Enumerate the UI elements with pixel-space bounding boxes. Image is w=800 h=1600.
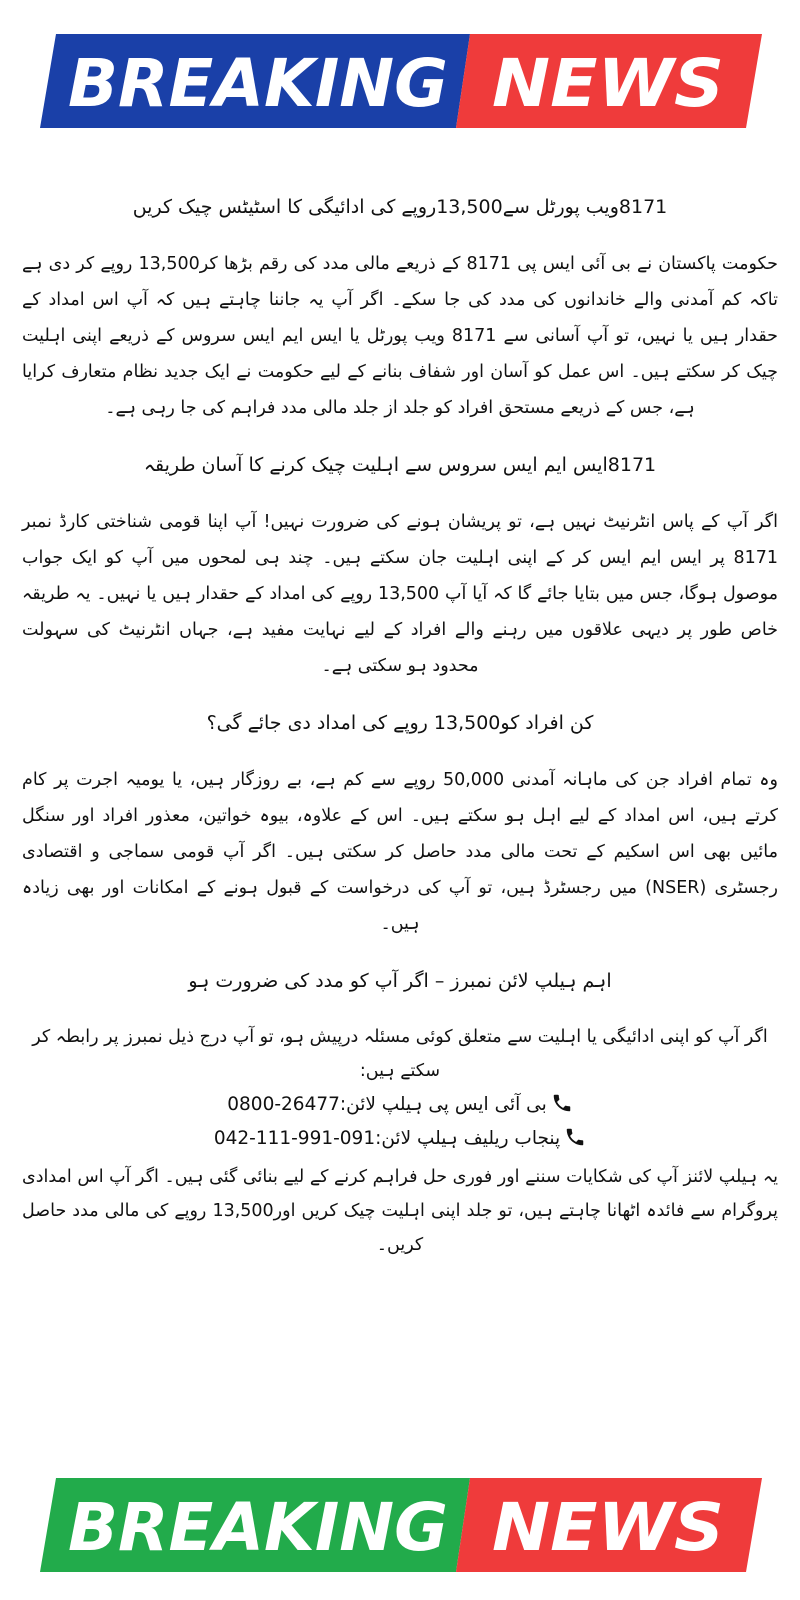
banner-word-news: NEWS bbox=[492, 1489, 724, 1566]
phone-icon bbox=[551, 1092, 573, 1114]
helpline-intro: اگر آپ کو اپنی ادائیگی یا اہلیت سے متعلق کوئی مسئلہ درپیش ہو، تو آپ درج ذیل نمبرز پر رابطہ کر سکتے ہیں: bbox=[32, 1027, 768, 1081]
closing-paragraph: یہ ہیلپ لائنز آپ کی شکایات سننے اور فوری حل فراہم کرنے کے لیے بنائی گئی ہیں۔ اگر آپ اس امدادی پروگرام سے فائدہ اٹھانا چاہتے ہیں، تو جلد اپنی اہلیت چیک کریں اور13,500 روپے کی مالی مدد حاصل کریں۔ bbox=[22, 1167, 778, 1255]
article-title: 8171ویب پورٹل سے13,500روپے کی ادائیگی کا اسٹیٹس چیک کریں bbox=[132, 196, 668, 218]
breaking-news-banner-bottom bbox=[40, 1478, 762, 1572]
helpline-label: پنجاب ریلیف ہیلپ لائن: bbox=[375, 1128, 561, 1149]
banner-word-breaking: BREAKING bbox=[68, 1489, 448, 1566]
helpline-punjab bbox=[22, 1122, 778, 1156]
breaking-news-banner-top bbox=[40, 34, 762, 128]
helpline-label: بی آئی ایس پی ہیلپ لائن: bbox=[339, 1094, 547, 1115]
sms-paragraph: اگر آپ کے پاس انٹرنیٹ نہیں ہے، تو پریشان ہونے کی ضرورت نہیں! آپ اپنا قومی شناختی کارڈ نمبر 8171 پر ایس ایم ایس کر کے اپنی اہلیت جان سکتے ہیں۔ چند ہی لمحوں میں آپ کو ایک جواب موصول ہوگا، جس میں بتایا جائے گا کہ آیا آپ 13,500 روپے کی امداد کے حقدار ہیں یا نہیں۔ یہ طریقہ خاص طور پر دیہی علاقوں میں رہنے والے افراد کے لیے نہایت مفید ہے، جہاں انٹرنیٹ کی سہولت محدود ہو سکتی ہے۔ bbox=[22, 512, 778, 676]
banner-graphic bbox=[40, 1478, 762, 1572]
banner-word-breaking: BREAKING bbox=[68, 45, 448, 122]
sms-section-heading: 8171ایس ایم ایس سروس سے اہلیت چیک کرنے کا آسان طریقہ bbox=[143, 454, 657, 476]
intro-paragraph: حکومت پاکستان نے بی آئی ایس پی 8171 کے ذریعے مالی مدد کی رقم بڑھا کر13,500 روپے کر دی ہے تاکہ کم آمدنی والے خاندانوں کی مدد کی جا سکے۔ اگر آپ یہ جاننا چاہتے ہیں کہ آپ اس امداد کے حقدار ہیں یا نہیں، تو آپ آسانی سے 8171 ویب پورٹل یا ایس ایم ایس سروس کے ذریعے اپنی اہلیت چیک کر سکتے ہیں۔ اس عمل کو آسان اور شفاف بنانے کے لیے حکومت نے ایک جدید نظام متعارف کرایا ہے، جس کے ذریعے مستحق افراد کو جلد از جلد مالی مدد فراہم کی جا رہی ہے۔ bbox=[22, 254, 779, 418]
helpline-bisp bbox=[22, 1088, 778, 1122]
eligibility-paragraph: وہ تمام افراد جن کی ماہانہ آمدنی 50,000 روپے سے کم ہے، بے روزگار ہیں، یا یومیہ اجرت پر کام کرتے ہیں، اس امداد کے لیے اہل ہو سکتے ہیں۔ اس کے علاوہ، بیوہ خواتین، معذور افراد اور سنگل مائیں بھی اس اسکیم کے تحت مالی مدد حاصل کر سکتی ہیں۔ اگر آپ قومی سماجی و اقتصادی رجسٹری (NSER) میں رجسٹرڈ ہیں، تو آپ کی درخواست کے قبول ہونے کے امکانات اور بھی زیادہ ہیں۔ bbox=[22, 770, 778, 934]
banner-graphic bbox=[40, 34, 762, 128]
phone-icon bbox=[564, 1126, 586, 1148]
article-body bbox=[22, 180, 778, 1262]
banner-word-news: NEWS bbox=[492, 45, 724, 122]
eligibility-section-heading: کن افراد کو13,500 روپے کی امداد دی جائے گی؟ bbox=[206, 712, 594, 734]
helpline-number: 042-111-991-091 bbox=[213, 1128, 376, 1149]
helpline-number: 0800-26477 bbox=[227, 1094, 340, 1115]
helpline-section-heading: اہم ہیلپ لائن نمبرز – اگر آپ کو مدد کی ضرورت ہو bbox=[188, 970, 612, 992]
